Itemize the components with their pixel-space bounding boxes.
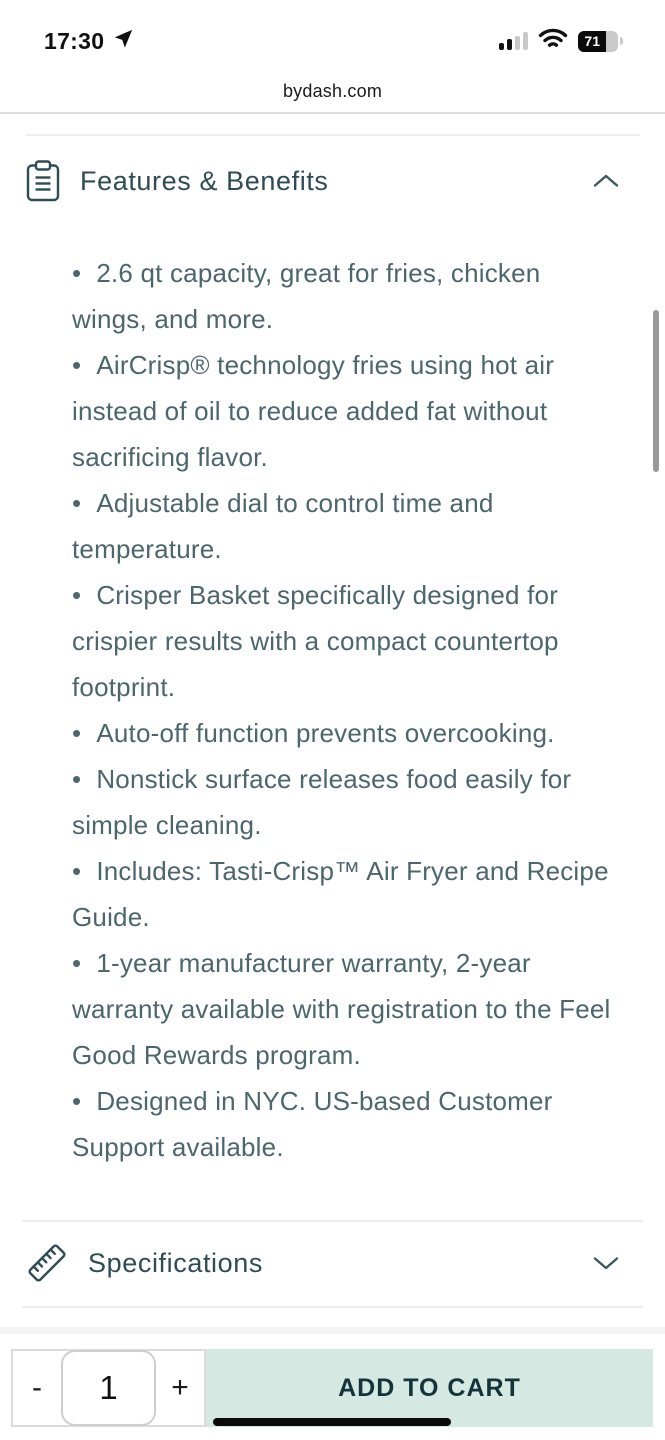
location-arrow-icon <box>112 28 134 55</box>
feature-bullet: • Designed in NYC. US-based Customer Support available. <box>72 1078 617 1170</box>
features-bullet-list <box>72 250 617 1170</box>
battery-icon <box>578 31 623 52</box>
chevron-up-icon[interactable] <box>592 172 620 190</box>
quantity-value[interactable]: 1 <box>61 1350 156 1426</box>
status-left <box>44 28 134 55</box>
specifications-title: Specifications <box>88 1247 263 1278</box>
feature-bullet: • Crisper Basket specifically designed for crispier results with a compact countertop footprint. <box>72 572 617 710</box>
features-benefits-title: Features & Benefits <box>80 165 329 196</box>
ruler-icon <box>26 1242 68 1284</box>
feature-bullet: • 1-year manufacturer warranty, 2-year warranty available with registration to the Feel Good Rewards program. <box>72 940 617 1078</box>
home-indicator[interactable] <box>213 1418 451 1426</box>
clock: 17:30 <box>44 27 105 54</box>
status-bar <box>0 0 665 70</box>
divider <box>25 134 640 136</box>
battery-percent: 71 <box>578 31 606 52</box>
feature-bullet: • Includes: Tasti-Crisp™ Air Fryer and Recipe Guide. <box>72 848 617 940</box>
quantity-stepper <box>11 1349 206 1427</box>
add-to-cart-button[interactable]: ADD TO CART <box>206 1349 653 1427</box>
quantity-decrease-button[interactable]: - <box>13 1351 61 1425</box>
feature-bullet: • 2.6 qt capacity, great for fries, chicken wings, and more. <box>72 250 617 342</box>
status-right <box>499 28 623 55</box>
clipboard-icon <box>26 160 60 202</box>
browser-address-bar[interactable] <box>0 70 665 114</box>
feature-bullet: • Adjustable dial to control time and temperature. <box>72 480 617 572</box>
feature-bullet: • Auto-off function prevents overcooking. <box>72 710 617 756</box>
accordion-specifications[interactable] <box>26 1238 620 1288</box>
bottom-bar-shadow <box>0 1327 665 1334</box>
accordion-features-benefits[interactable] <box>26 156 620 206</box>
divider <box>22 1306 643 1308</box>
chevron-down-icon[interactable] <box>592 1254 620 1272</box>
cellular-signal-icon <box>499 32 528 50</box>
divider <box>22 1220 643 1222</box>
feature-bullet: • Nonstick surface releases food easily for simple cleaning. <box>72 756 617 848</box>
scrollbar-thumb[interactable] <box>653 310 659 472</box>
feature-bullet: • AirCrisp® technology fries using hot air instead of oil to reduce added fat without sacrificing flavor. <box>72 342 617 480</box>
wifi-icon <box>538 28 568 55</box>
url-text[interactable]: bydash.com <box>282 80 383 101</box>
quantity-increase-button[interactable]: + <box>156 1351 204 1425</box>
